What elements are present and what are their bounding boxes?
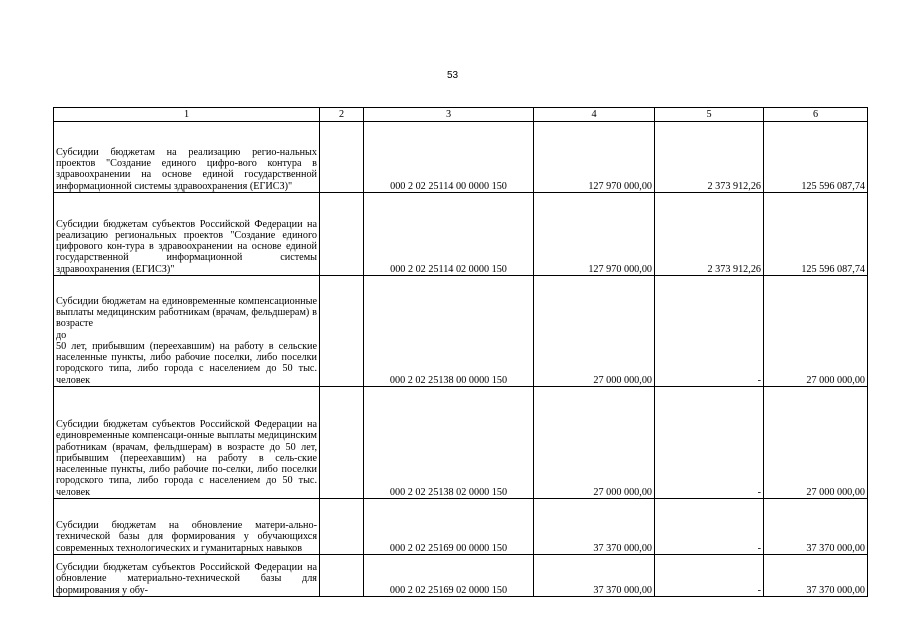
row-budget-code: 000 2 02 25114 00 0000 150 [364,122,534,193]
row-description: Субсидии бюджетам на реализацию регио-нальных проектов "Создание единого цифро-вого контура в здравоохранении на основе единой государственной информационной системы здравоохранения (ЕГИСЗ)" [54,122,320,193]
row-unexecuted-amount: 27 000 000,00 [764,276,868,387]
row-col2 [320,193,364,276]
row-unexecuted-amount: 37 370 000,00 [764,499,868,555]
row-unexecuted-amount: 37 370 000,00 [764,555,868,597]
header-col-3: 3 [364,108,534,122]
row-description-line: 50 лет, прибывшим (переехавшим) на работу в сельские населенные пункты, либо рабочие поселки, либо поселки городского типа, либо города с населением до 50 тыс. человек [56,340,317,386]
row-budget-code: 000 2 02 25114 02 0000 150 [364,193,534,276]
row-budget-code: 000 2 02 25138 02 0000 150 [364,387,534,499]
row-col2 [320,122,364,193]
table-row [54,276,868,387]
header-col-6: 6 [764,108,868,122]
row-budget-code: 000 2 02 25169 00 0000 150 [364,499,534,555]
row-executed-amount: - [655,555,764,597]
header-row [54,108,868,122]
row-unexecuted-amount: 125 596 087,74 [764,122,868,193]
table-body [54,122,868,597]
row-budget-code: 000 2 02 25169 02 0000 150 [364,555,534,597]
row-unexecuted-amount: 125 596 087,74 [764,193,868,276]
row-description-line: до [56,329,67,341]
row-approved-amount: 37 370 000,00 [534,499,655,555]
header-col-5: 5 [655,108,764,122]
row-budget-code: 000 2 02 25138 00 0000 150 [364,276,534,387]
row-approved-amount: 27 000 000,00 [534,387,655,499]
row-col2 [320,387,364,499]
header-col-1: 1 [54,108,320,122]
table-row [54,499,868,555]
budget-report-table [53,107,868,597]
header-col-4: 4 [534,108,655,122]
table-header [54,108,868,122]
row-col2 [320,555,364,597]
row-executed-amount: - [655,276,764,387]
row-executed-amount: - [655,499,764,555]
row-description: Субсидии бюджетам субъектов Российской Федерации на единовременные компенсаци-онные выплаты медицинским работникам (врачам, фельдшерам) в возрасте до 50 лет, прибывшим (переехавшим) на работу в сель-ские населенные пункты, либо рабочие по-селки, либо поселки городского типа, либо города с населением до 50 тыс. человек [54,387,320,499]
table-row [54,122,868,193]
row-executed-amount: 2 373 912,26 [655,193,764,276]
table-row [54,555,868,597]
row-col2 [320,276,364,387]
row-description: Субсидии бюджетам субъектов Российской Федерации на обновление материально-технической базы для формирования у обу- [54,555,320,597]
row-col2 [320,499,364,555]
row-description: Субсидии бюджетам на обновление матери-ально-технической базы для формирования у обучающихся современных технологических и гуманитарных навыков [54,499,320,555]
row-approved-amount: 127 970 000,00 [534,193,655,276]
row-description-line: Субсидии бюджетам на единовременные компенсационные выплаты медицинским работникам (врачам, фельдшерам) в возрасте [56,295,317,330]
row-description: Субсидии бюджетам субъектов Российской Федерации на реализацию региональных проектов "Создание единого цифрового кон-тура в здравоохранении на основе единой государственной информационной системы здравоохранения (ЕГИСЗ)" [54,193,320,276]
row-approved-amount: 37 370 000,00 [534,555,655,597]
row-approved-amount: 27 000 000,00 [534,276,655,387]
row-executed-amount: 2 373 912,26 [655,122,764,193]
header-col-2: 2 [320,108,364,122]
row-description [54,276,320,387]
row-unexecuted-amount: 27 000 000,00 [764,387,868,499]
row-executed-amount: - [655,387,764,499]
row-approved-amount: 127 970 000,00 [534,122,655,193]
page-number: 53 [446,70,459,81]
table-row [54,387,868,499]
table-row [54,193,868,276]
